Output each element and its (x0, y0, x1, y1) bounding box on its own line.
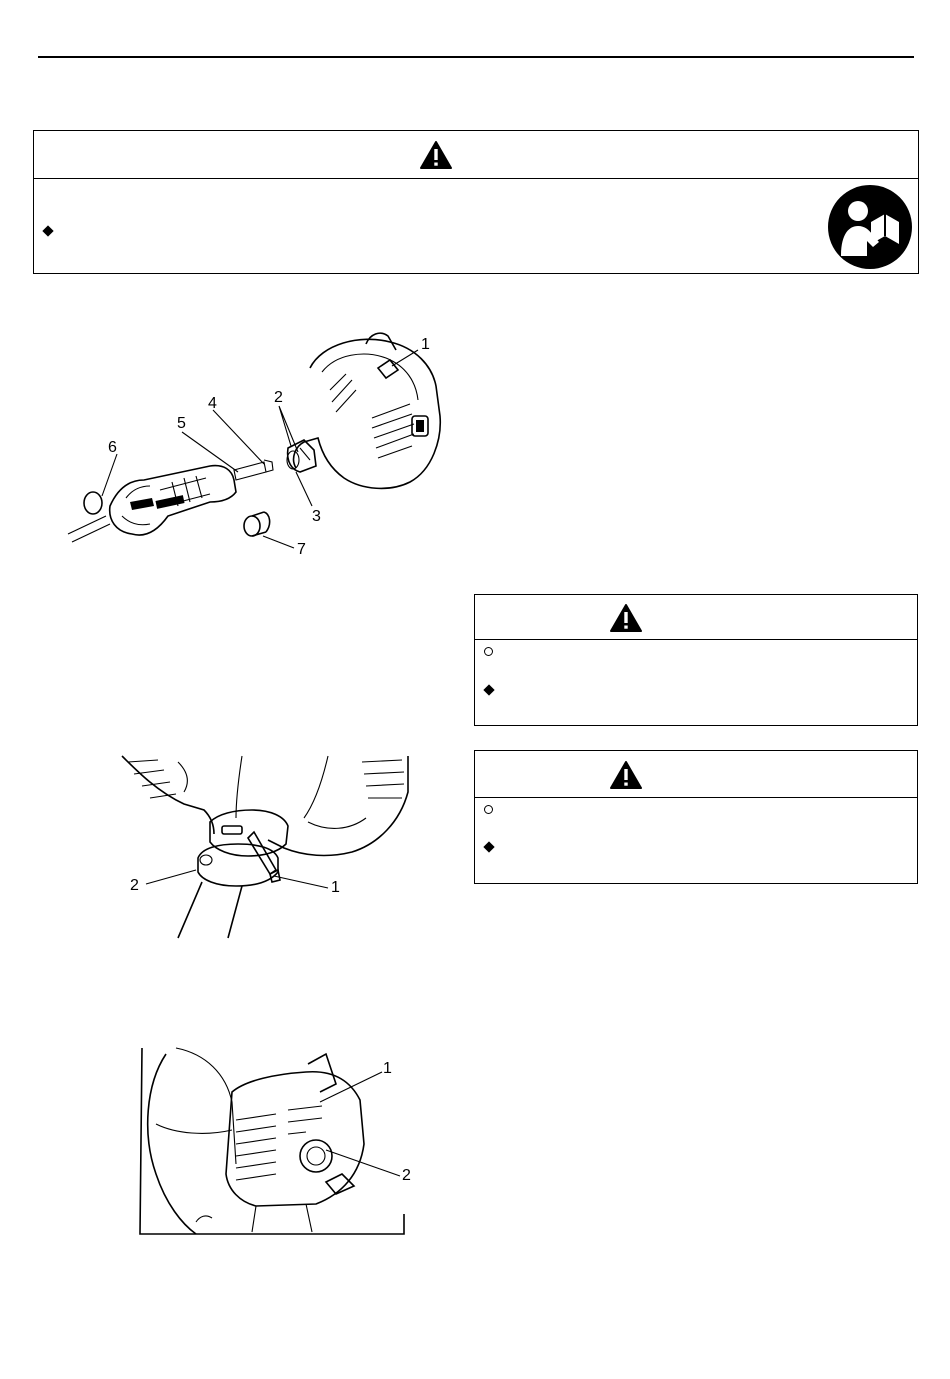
circle-bullet-icon (484, 647, 493, 656)
read-manual-icon (827, 184, 913, 270)
main-warning-header (34, 131, 918, 179)
header-rule (38, 56, 914, 58)
warning-triangle-icon (419, 140, 453, 170)
caution-box-2-header (475, 751, 917, 798)
fig1-callout-5: 5 (177, 415, 186, 432)
figure-shaft-clamp (118, 752, 410, 942)
circle-bullet-icon (484, 805, 493, 814)
fig1-callout-4: 4 (208, 395, 217, 412)
diamond-bullet-icon (42, 225, 53, 236)
fig1-callout-3: 3 (312, 508, 321, 525)
caution-box-1 (474, 594, 918, 726)
diamond-bullet-icon (483, 684, 494, 695)
diamond-bullet-icon (483, 841, 494, 852)
fig2-callout-1: 1 (331, 879, 340, 896)
caution-box-2 (474, 750, 918, 884)
caution-box-1-header (475, 595, 917, 640)
figure-engine-exploded-view (60, 320, 460, 570)
fig3-callout-1: 1 (383, 1060, 392, 1077)
figure-engine-cover (136, 1044, 410, 1240)
fig1-callout-1: 1 (421, 336, 430, 353)
warning-triangle-icon (609, 760, 643, 790)
main-warning-box (33, 130, 919, 274)
warning-triangle-icon (609, 603, 643, 633)
fig3-callout-2: 2 (402, 1167, 411, 1184)
fig2-callout-2: 2 (130, 877, 139, 894)
fig1-callout-6: 6 (108, 439, 117, 456)
fig1-callout-7: 7 (297, 541, 306, 558)
fig1-callout-2: 2 (274, 389, 283, 406)
